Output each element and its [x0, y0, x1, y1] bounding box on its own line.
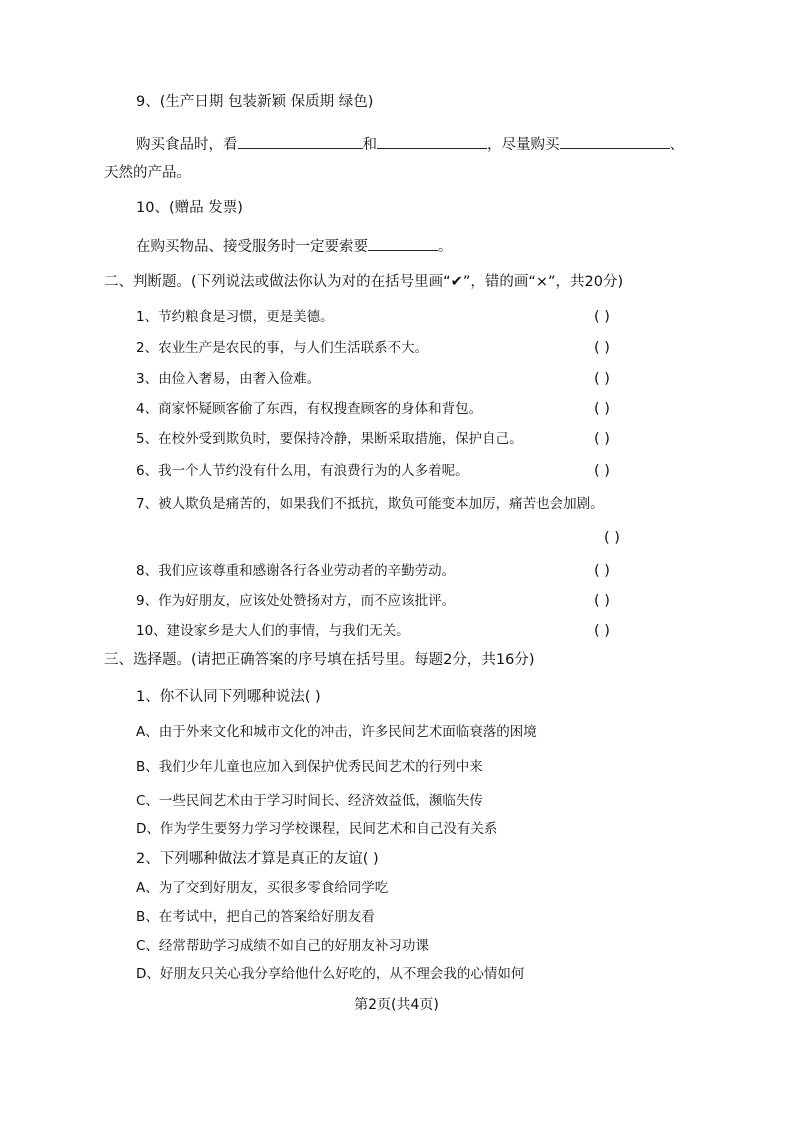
judge-item-8: 8、我们应该尊重和感谢各行各业劳动者的辛勤劳动。: [136, 563, 456, 579]
choice-q1-option-c[interactable]: C、一些民间艺术由于学习时间长、经济效益低，濒临失传: [136, 793, 483, 809]
q9-blank-2[interactable]: [377, 133, 487, 149]
judge-item-7: 7、被人欺负是痛苦的，如果我们不抵抗，欺负可能变本加厉，痛苦也会加剧。: [136, 496, 604, 512]
q9-text-a: 购买食品时，看: [136, 137, 238, 153]
q10-text-a: 在购买物品、接受服务时一定要索要: [136, 239, 368, 255]
q9-prompt: 9、(生产日期 包装新颖 保质期 绿色): [136, 94, 374, 110]
judge-section-title: 二、判断题。(下列说法或做法你认为对的在括号里画“✔”，错的画“×”，共20分): [104, 274, 624, 290]
judge-answer-4[interactable]: ( ): [594, 401, 610, 417]
choice-q2-option-c[interactable]: C、经常帮助学习成绩不如自己的好朋友补习功课: [136, 938, 429, 954]
q10-line: [136, 235, 453, 257]
q9-line1: [136, 133, 684, 155]
judge-answer-5[interactable]: ( ): [594, 431, 610, 447]
judge-answer-8[interactable]: ( ): [594, 563, 610, 579]
q10-text-b: 。: [438, 239, 453, 255]
q9-blank-3[interactable]: [560, 133, 670, 149]
q9-blank-1[interactable]: [238, 133, 363, 149]
choice-q2-stem: 2、下列哪种做法才算是真正的友谊( ): [136, 851, 379, 867]
judge-item-2: 2、农业生产是农民的事，与人们生活联系不大。: [136, 340, 429, 356]
choice-section-title: 三、选择题。(请把正确答案的序号填在括号里。每题2分，共16分): [104, 652, 535, 668]
judge-item-5: 5、在校外受到欺负时，要保持冷静，果断采取措施，保护自己。: [136, 431, 523, 447]
choice-q1-stem: 1、你不认同下列哪种说法( ): [136, 689, 321, 705]
judge-item-10: 10、建设家乡是大人们的事情，与我们无关。: [136, 623, 410, 639]
judge-item-6: 6、我一个人节约没有什么用，有浪费行为的人多着呢。: [136, 463, 469, 479]
q10-prompt: 10、(赠品 发票): [136, 200, 243, 216]
choice-q1-option-b[interactable]: B、我们少年儿童也应加入到保护优秀民间艺术的行列中来: [136, 759, 483, 775]
choice-q1-option-a[interactable]: A、由于外来文化和城市文化的冲击，许多民间艺术面临衰落的困境: [136, 724, 537, 740]
choice-q2-option-a[interactable]: A、为了交到好朋友，买很多零食给同学吃: [136, 880, 389, 896]
q9-text-d: 、: [669, 137, 684, 153]
q9-text-c: ，尽量购买: [487, 137, 560, 153]
choice-q2-option-b[interactable]: B、在考试中，把自己的答案给好朋友看: [136, 909, 375, 925]
judge-answer-1[interactable]: ( ): [594, 309, 610, 325]
judge-answer-3[interactable]: ( ): [594, 371, 610, 387]
choice-q2-option-d[interactable]: D、好朋友只关心我分享给他什么好吃的，从不理会我的心情如何: [136, 966, 525, 982]
judge-answer-6[interactable]: ( ): [594, 463, 610, 479]
judge-answer-7[interactable]: ( ): [604, 530, 620, 546]
q10-blank[interactable]: [368, 235, 438, 251]
q9-text-b: 和: [362, 137, 377, 153]
judge-answer-9[interactable]: ( ): [594, 593, 610, 609]
judge-answer-10[interactable]: ( ): [594, 623, 610, 639]
judge-item-1: 1、节约粮食是习惯，更是美德。: [136, 309, 334, 325]
judge-item-4: 4、商家怀疑顾客偷了东西，有权搜查顾客的身体和背包。: [136, 401, 483, 417]
choice-q1-option-d[interactable]: D、作为学生要努力学习学校课程，民间艺术和自己没有关系: [136, 821, 498, 837]
judge-item-3: 3、由俭入奢易，由奢入俭难。: [136, 371, 321, 387]
judge-item-9: 9、作为好朋友，应该处处赞扬对方，而不应该批评。: [136, 593, 456, 609]
q9-line2: 天然的产品。: [104, 165, 191, 181]
judge-answer-2[interactable]: ( ): [594, 340, 610, 356]
page-number-footer: 第2页(共4页): [354, 997, 439, 1013]
